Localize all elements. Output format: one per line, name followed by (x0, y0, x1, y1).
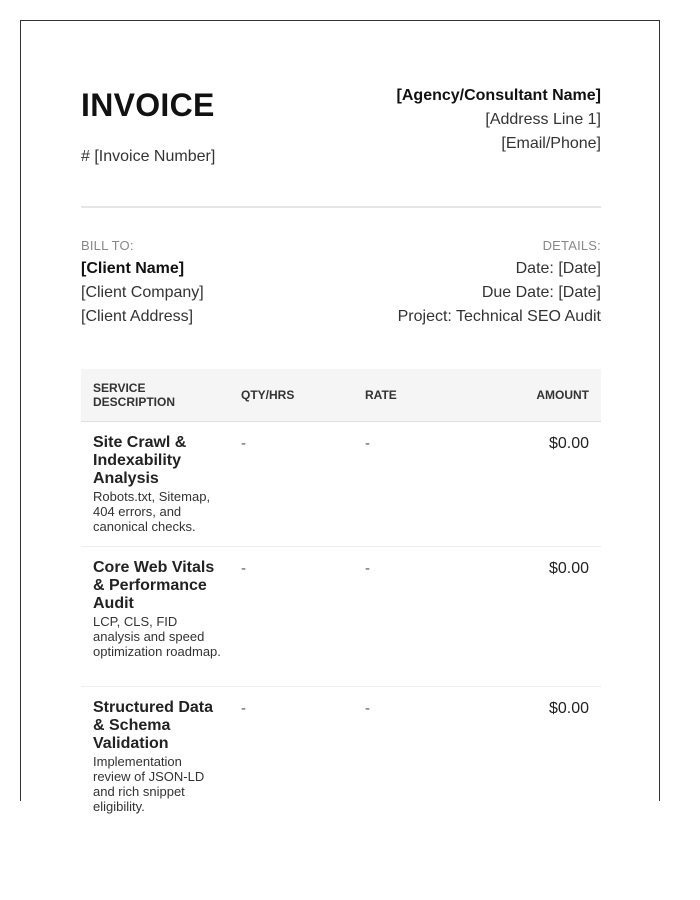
invoice-header (81, 84, 601, 208)
rate-cell: - (365, 435, 370, 452)
due-date: Due Date: [Date] (481, 284, 601, 301)
qty-cell: - (241, 435, 246, 452)
column-header-rate: RATE (365, 388, 397, 402)
invoice-sheet (20, 20, 660, 814)
bill-to-block (81, 237, 204, 329)
service-title: Core Web Vitals & Performance Audit (93, 559, 215, 612)
client-address: [Client Address] (81, 308, 194, 325)
rate-cell: - (365, 560, 370, 577)
amount-cell: $0.00 (548, 435, 589, 452)
amount-cell: $0.00 (548, 560, 589, 577)
qty-cell: - (241, 560, 246, 577)
invoice-number: # [Invoice Number] (81, 148, 216, 165)
invoice-title: INVOICE (81, 87, 215, 123)
rate-cell: - (365, 700, 370, 717)
project-name: Project: Technical SEO Audit (397, 308, 601, 325)
service-title: Site Crawl & Indexability Analysis (93, 434, 187, 487)
invoice-date: Date: [Date] (515, 260, 601, 277)
details-block (398, 237, 601, 329)
client-company: [Client Company] (81, 284, 204, 301)
service-description-cell (93, 559, 223, 659)
services-table (81, 369, 601, 847)
column-header-qty: QTY/HRS (241, 388, 295, 402)
service-details: LCP, CLS, FID analysis and speed optimization roadmap. (93, 614, 221, 659)
service-description-cell (93, 434, 223, 534)
table-row (81, 547, 601, 687)
agency-address: [Address Line 1] (485, 111, 601, 128)
service-details: Robots.txt, Sitemap, 404 errors, and canonical checks. (93, 489, 211, 534)
column-header-description: SERVICE DESCRIPTION (93, 381, 176, 409)
service-description-cell (93, 699, 223, 814)
service-title: Structured Data & Schema Validation (93, 699, 214, 752)
client-name: [Client Name] (81, 260, 185, 277)
agency-contact: [Email/Phone] (501, 135, 601, 152)
bill-to-label: BILL TO: (81, 238, 134, 253)
agency-info (397, 84, 601, 156)
agency-name: [Agency/Consultant Name] (396, 87, 601, 104)
qty-cell: - (241, 700, 246, 717)
table-row (81, 422, 601, 547)
table-row (81, 687, 601, 847)
column-header-amount: AMOUNT (536, 388, 589, 402)
details-label: DETAILS: (542, 238, 601, 253)
service-details: Implementation review of JSON-LD and rich snippet eligibility. (93, 754, 205, 814)
amount-cell: $0.00 (548, 700, 589, 717)
billing-section (81, 237, 601, 337)
table-header (81, 369, 601, 422)
